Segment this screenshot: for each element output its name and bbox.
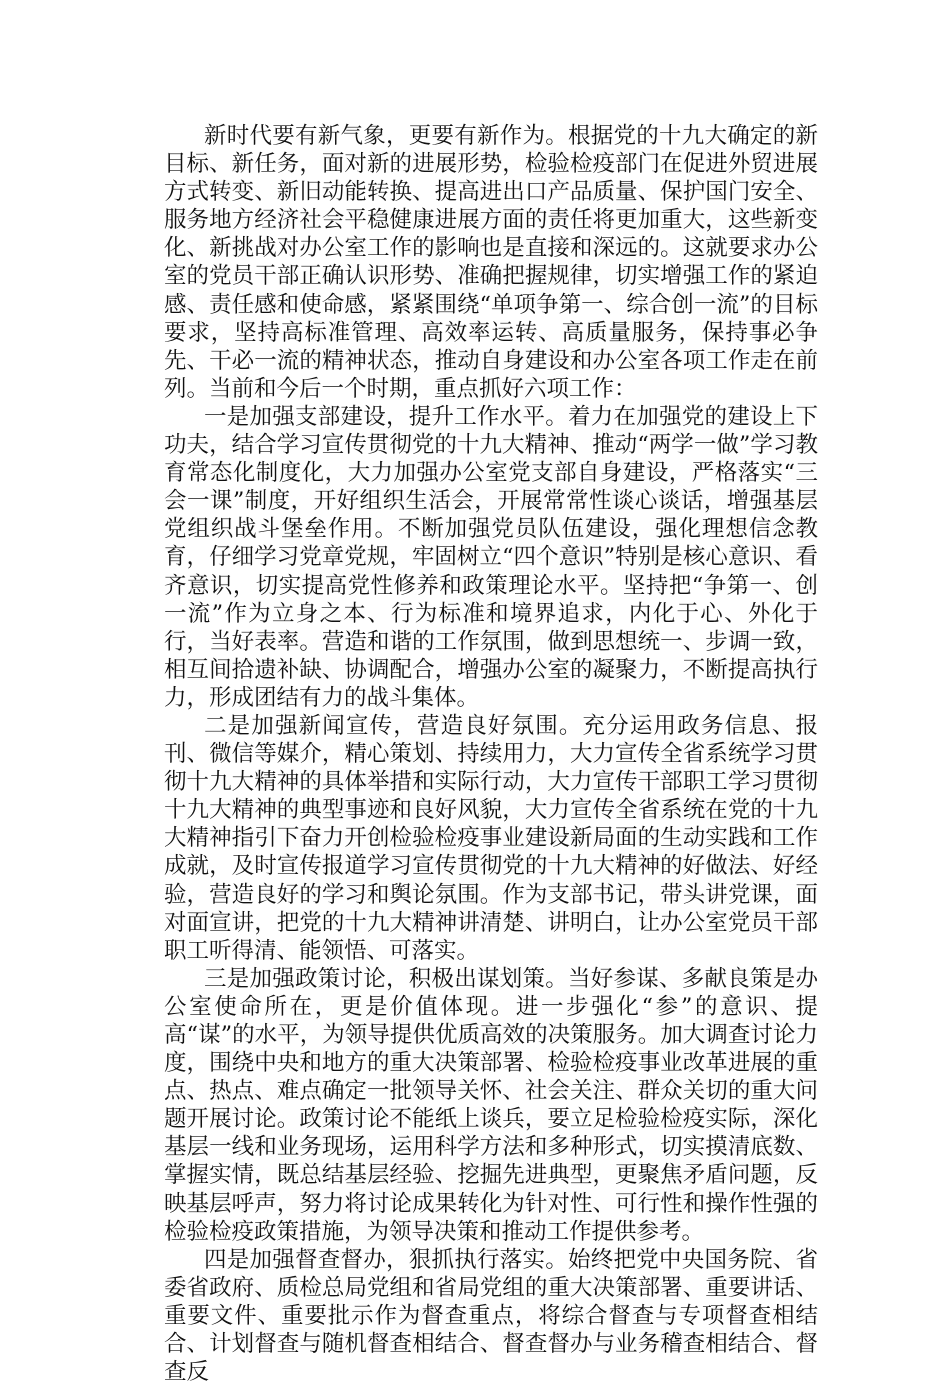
document-body	[164, 122, 818, 1386]
paragraph-intro: 新时代要有新气象，更要有新作为。根据党的十九大确定的新目标、新任务，面对新的进展形势，检验检疫部门在促进外贸进展方式转变、新旧动能转换、提高进出口产品质量、保护国门安全、服务地方经济社会平稳健康进展方面的责任将更加重大，这些新变化、新挑战对办公室工作的影响也是直接和深远的。这就要求办公室的党员干部正确认识形势、准确把握规律，切实增强工作的紧迫感、责任感和使命感，紧紧围绕“单项争第一、综合创一流”的目标要求，坚持高标准管理、高效率运转、高质量服务，保持事必争先、干必一流的精神状态，推动自身建设和办公室各项工作走在前列。当前和今后一个时期，重点抓好六项工作：	[164, 123, 818, 402]
paragraph-policy-research: 三是加强政策讨论，积极出谋划策。当好参谋、多献良策是办公室使命所在，更是价值体现。进一步强化“参”的意识、提高“谋”的水平，为领导提供优质高效的决策服务。加大调查讨论力度，围绕中央和地方的重大决策部署、检验检疫事业改革进展的重点、热点、难点确定一批领导关怀、社会关注、群众关切的重大问题开展讨论。政策讨论不能纸上谈兵，要立足检验检疫实际，深化基层一线和业务现场，运用科学方法和多种形式，切实摸清底数、掌握实情，既总结基层经验、挖掘先进典型，更聚焦矛盾问题，反映基层呼声，努力将讨论成果转化为针对性、可行性和操作性强的检验检疫政策措施，为领导决策和推动工作提供参考。	[164, 965, 818, 1245]
paragraph-branch-building: 一是加强支部建设，提升工作水平。着力在加强党的建设上下功夫，结合学习宣传贯彻党的十九大精神、推动“两学一做”学习教育常态化制度化，大力加强办公室党支部自身建设，严格落实“三会一课”制度，开好组织生活会，开展常常性谈心谈话，增强基层党组织战斗堡垒作用。不断加强党员队伍建设，强化理想信念教育，仔细学习党章党规，牢固树立“四个意识”特别是核心意识、看齐意识，切实提高党性修养和政策理论水平。坚持把“争第一、创一流”作为立身之本、行为标准和境界追求，内化于心、外化于行，当好表率。营造和谐的工作氛围，做到思想统一、步调一致，相互间拾遗补缺、协调配合，增强办公室的凝聚力，不断提高执行力，形成团结有力的战斗集体。	[164, 403, 818, 711]
paragraph-news-publicity: 二是加强新闻宣传，营造良好氛围。充分运用政务信息、报刊、微信等媒介，精心策划、持续用力，大力宣传全省系统学习贯彻十九大精神的具体举措和实际行动，大力宣传干部职工学习贯彻十九大精神的典型事迹和良好风貌，大力宣传全省系统在党的十九大精神指引下奋力开创检验检疫事业建设新局面的生动实践和工作成就，及时宣传报道学习宣传贯彻党的十九大精神的好做法、好经验，营造良好的学习和舆论氛围。作为支部书记，带头讲党课，面对面宣讲，把党的十九大精神讲清楚、讲明白，让办公室党员干部职工听得清、能领悟、可落实。	[164, 712, 818, 964]
paragraph-supervision: 四是加强督查督办，狠抓执行落实。始终把党中央国务院、省委省政府、质检总局党组和省局党组的重大决策部署、重要讲话、重要文件、重要批示作为督查重点，将综合督查与专项督查相结合、计划督查与随机督查相结合、督查督办与业务稽查相结合、督查反	[164, 1246, 818, 1386]
